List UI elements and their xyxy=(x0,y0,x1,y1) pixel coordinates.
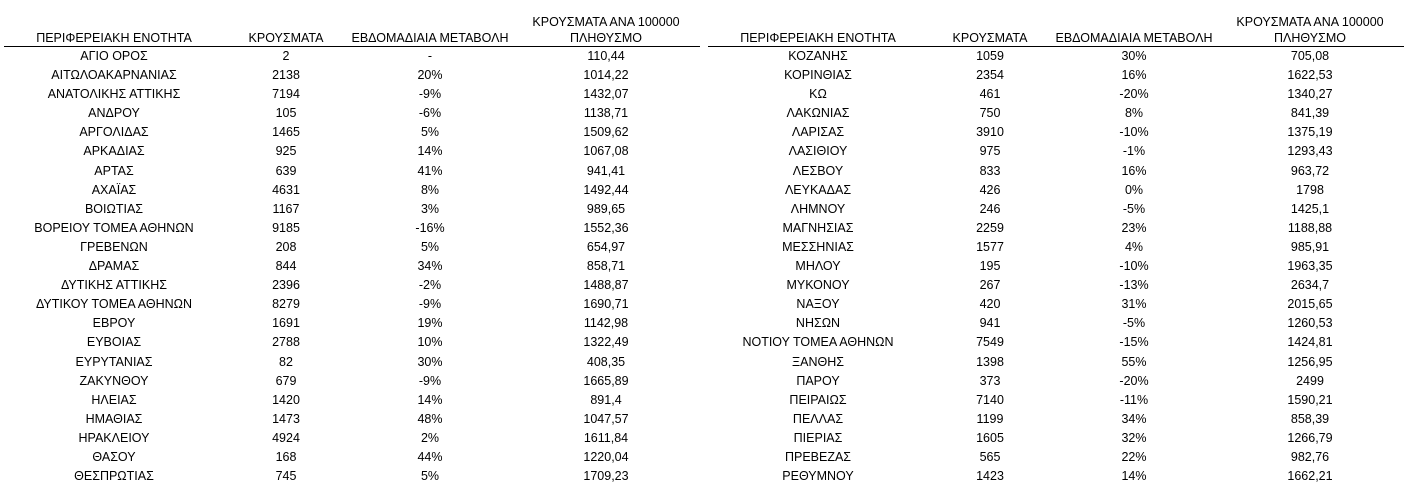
cell-region: ΗΛΕΙΑΣ xyxy=(91,392,137,407)
table-row xyxy=(4,123,700,142)
cell-region: ΘΕΣΠΡΩΤΙΑΣ xyxy=(74,469,154,484)
cell-weekly-change: -9% xyxy=(418,373,442,388)
cell-weekly-change: 3% xyxy=(420,201,440,216)
cell-cases: 82 xyxy=(279,354,293,369)
cell-region: ΚΟΡΙΝΘΙΑΣ xyxy=(784,68,852,83)
cell-weekly-change: 0% xyxy=(1124,182,1144,197)
cell-cases-per-100000: 1798 xyxy=(1296,182,1324,197)
cell-region: ΕΥΒΟΙΑΣ xyxy=(86,335,142,350)
cell-cases-per-100000: 1067,08 xyxy=(583,144,629,159)
cell-weekly-change: 10% xyxy=(417,335,443,350)
cell-cases-per-100000: 1340,27 xyxy=(1287,87,1333,102)
table-row xyxy=(4,162,700,181)
cell-cases: 2259 xyxy=(976,220,1004,235)
cell-cases-per-100000: 2015,65 xyxy=(1287,297,1333,312)
cell-cases: 1473 xyxy=(272,411,300,426)
cell-cases-per-100000: 1590,21 xyxy=(1287,392,1333,407)
cell-region: ΛΑΣΙΘΙΟΥ xyxy=(788,144,848,159)
table-row xyxy=(4,410,700,429)
cell-cases-per-100000: 1611,84 xyxy=(583,430,629,445)
cell-cases-per-100000: 1492,44 xyxy=(583,182,629,197)
cell-cases-per-100000: 1552,36 xyxy=(583,220,629,235)
cell-cases-per-100000: 1138,71 xyxy=(583,106,629,121)
cell-region: ΑΙΤΩΛΟΑΚΑΡΝΑΝΙΑΣ xyxy=(51,68,177,83)
cell-cases: 267 xyxy=(979,278,1001,293)
cell-cases-per-100000: 1266,79 xyxy=(1287,430,1333,445)
cell-cases: 1577 xyxy=(976,239,1004,254)
cell-weekly-change: 55% xyxy=(1121,354,1147,369)
cell-cases-per-100000: 858,71 xyxy=(586,259,626,274)
cell-cases-per-100000: 1424,81 xyxy=(1287,335,1333,350)
cell-cases-per-100000: 1709,23 xyxy=(583,469,629,484)
table-row xyxy=(708,257,1404,276)
cell-cases-per-100000: 1662,21 xyxy=(1287,469,1333,484)
cell-cases: 3910 xyxy=(976,125,1004,140)
cell-cases-per-100000: 1432,07 xyxy=(583,87,629,102)
cell-cases-per-100000: 1963,35 xyxy=(1287,259,1333,274)
table-row xyxy=(708,181,1404,200)
header-cases: ΚΡΟΥΣΜΑΤΑ xyxy=(928,8,1052,47)
cell-region: ΔΥΤΙΚΗΣ ΑΤΤΙΚΗΣ xyxy=(61,278,167,293)
cell-weekly-change: -5% xyxy=(1122,201,1146,216)
cell-cases: 246 xyxy=(979,201,1001,216)
header-region: ΠΕΡΙΦΕΡΕΙΑΚΗ ΕΝΟΤΗΤΑ xyxy=(708,8,928,47)
cell-weekly-change: 16% xyxy=(1121,68,1147,83)
cell-cases-per-100000: 1142,98 xyxy=(583,316,629,331)
cell-weekly-change: 48% xyxy=(417,411,443,426)
cell-cases-per-100000: 963,72 xyxy=(1290,163,1330,178)
header-region: ΠΕΡΙΦΕΡΕΙΑΚΗ ΕΝΟΤΗΤΑ xyxy=(4,8,224,47)
cell-region: ΠΑΡΟΥ xyxy=(796,373,840,388)
cell-weekly-change: 30% xyxy=(1121,49,1147,63)
cell-cases: 7140 xyxy=(976,392,1004,407)
cell-cases-per-100000: 1256,95 xyxy=(1287,354,1333,369)
cell-cases-per-100000: 1690,71 xyxy=(583,297,629,312)
cell-cases: 105 xyxy=(275,106,297,121)
cell-cases-per-100000: 1260,53 xyxy=(1287,316,1333,331)
table-body xyxy=(4,47,700,487)
cell-cases: 639 xyxy=(275,163,297,178)
cell-region: ΑΝΔΡΟΥ xyxy=(88,106,140,121)
cell-cases: 833 xyxy=(979,163,1001,178)
cell-region: ΑΧΑΪΑΣ xyxy=(91,182,137,197)
table-row xyxy=(708,200,1404,219)
cell-cases: 420 xyxy=(979,297,1001,312)
cell-weekly-change: 8% xyxy=(1124,106,1144,121)
cell-cases-per-100000: 1622,53 xyxy=(1287,68,1333,83)
cell-cases-per-100000: 2499 xyxy=(1296,373,1324,388)
cell-cases-per-100000: 1375,19 xyxy=(1287,125,1333,140)
cell-weekly-change: -11% xyxy=(1119,392,1149,407)
cell-cases: 7194 xyxy=(272,87,300,102)
cell-cases: 1691 xyxy=(272,316,300,331)
cell-weekly-change: 5% xyxy=(420,239,440,254)
header-cases-per-100000: ΚΡΟΥΣΜΑΤΑ ΑΝΑ 100000 ΠΛΗΘΥΣΜΟ xyxy=(512,8,700,47)
cell-region: ΝΑΞΟΥ xyxy=(796,297,840,312)
cell-cases: 844 xyxy=(275,259,297,274)
cell-weekly-change: 14% xyxy=(417,392,443,407)
right-cases-table xyxy=(708,8,1404,486)
table-row xyxy=(708,123,1404,142)
cell-weekly-change: -10% xyxy=(1119,259,1149,274)
table-row xyxy=(4,429,700,448)
cell-weekly-change: 5% xyxy=(420,125,440,140)
cell-cases-per-100000: 1665,89 xyxy=(583,373,629,388)
cell-region: ΠΡΕΒΕΖΑΣ xyxy=(784,449,852,464)
cell-weekly-change: 5% xyxy=(420,469,440,484)
cell-weekly-change: 23% xyxy=(1121,220,1147,235)
table-row xyxy=(4,295,700,314)
cell-region: ΞΑΝΘΗΣ xyxy=(792,354,844,369)
table-row xyxy=(4,276,700,295)
cell-cases: 7549 xyxy=(976,335,1004,350)
cell-cases-per-100000: 110,44 xyxy=(587,49,625,63)
cell-weekly-change: 2% xyxy=(420,430,440,445)
cell-region: ΠΕΙΡΑΙΩΣ xyxy=(789,392,847,407)
cell-region: ΒΟΙΩΤΙΑΣ xyxy=(84,201,144,216)
cell-cases-per-100000: 408,35 xyxy=(586,354,626,369)
cell-cases: 9185 xyxy=(272,220,300,235)
cell-weekly-change: -13% xyxy=(1119,278,1149,293)
cell-region: ΗΜΑΘΙΑΣ xyxy=(85,411,143,426)
cell-weekly-change: 16% xyxy=(1121,163,1147,178)
cell-weekly-change: 44% xyxy=(417,449,443,464)
cell-cases: 2788 xyxy=(272,335,300,350)
table-row xyxy=(4,314,700,333)
table-row xyxy=(708,410,1404,429)
cell-region: ΕΥΡΥΤΑΝΙΑΣ xyxy=(75,354,153,369)
cell-cases: 1199 xyxy=(976,411,1004,426)
cell-cases: 1398 xyxy=(976,354,1004,369)
cell-cases: 565 xyxy=(979,449,1001,464)
table-row xyxy=(708,314,1404,333)
cell-weekly-change: 19% xyxy=(417,316,443,331)
header-cases-per-100000: ΚΡΟΥΣΜΑΤΑ ΑΝΑ 100000 ΠΛΗΘΥΣΜΟ xyxy=(1216,8,1404,47)
cell-cases: 679 xyxy=(275,373,297,388)
header-cases: ΚΡΟΥΣΜΑΤΑ xyxy=(224,8,348,47)
cell-cases: 168 xyxy=(275,449,297,464)
cell-weekly-change: -20% xyxy=(1119,87,1149,102)
table-row xyxy=(708,448,1404,467)
cell-weekly-change: -16% xyxy=(415,220,445,235)
cell-cases-per-100000: 1488,87 xyxy=(583,278,629,293)
table-row xyxy=(4,142,700,161)
cell-cases-per-100000: 1014,22 xyxy=(583,68,629,83)
table-row xyxy=(708,85,1404,104)
cell-cases-per-100000: 705,08 xyxy=(1290,49,1330,63)
cell-weekly-change: -10% xyxy=(1119,125,1149,140)
cell-cases: 1465 xyxy=(272,125,300,140)
cell-cases: 975 xyxy=(979,144,1001,159)
table-row xyxy=(708,467,1404,486)
cell-cases: 1420 xyxy=(272,392,300,407)
table-row xyxy=(708,295,1404,314)
cell-region: ΜΑΓΝΗΣΙΑΣ xyxy=(782,220,854,235)
header-weekly-change: ΕΒΔΟΜΑΔΙΑΙΑ ΜΕΤΑΒΟΛΗ xyxy=(1052,8,1216,47)
cell-cases: 1059 xyxy=(976,49,1004,63)
table-row xyxy=(708,219,1404,238)
table-row xyxy=(708,66,1404,85)
cell-weekly-change: 4% xyxy=(1124,239,1144,254)
cell-weekly-change: 14% xyxy=(417,144,443,159)
cell-weekly-change: -2% xyxy=(418,278,442,293)
table-row xyxy=(4,333,700,352)
cell-region: ΑΓΙΟ ΟΡΟΣ xyxy=(80,49,148,63)
cell-cases-per-100000: 1047,57 xyxy=(583,411,629,426)
cell-region: ΒΟΡΕΙΟΥ ΤΟΜΕΑ ΑΘΗΝΩΝ xyxy=(34,220,194,235)
cell-cases-per-100000: 1293,43 xyxy=(1287,144,1333,159)
cell-weekly-change: 34% xyxy=(417,259,443,274)
table-row xyxy=(708,353,1404,372)
cell-cases: 2 xyxy=(282,49,290,63)
cell-region: ΘΑΣΟΥ xyxy=(92,449,136,464)
table-row xyxy=(4,85,700,104)
cell-region: ΝΟΤΙΟΥ ΤΟΜΕΑ ΑΘΗΝΩΝ xyxy=(742,335,894,350)
cell-cases: 2396 xyxy=(272,278,300,293)
cell-cases-per-100000: 1188,88 xyxy=(1287,220,1333,235)
table-row xyxy=(708,238,1404,257)
cell-cases: 1167 xyxy=(272,201,300,216)
cell-weekly-change: -15% xyxy=(1119,335,1149,350)
cell-region: ΜΗΛΟΥ xyxy=(795,259,841,274)
cell-region: ΗΡΑΚΛΕΙΟΥ xyxy=(78,430,150,445)
table-row xyxy=(708,429,1404,448)
table-row xyxy=(4,372,700,391)
cell-weekly-change: 34% xyxy=(1121,411,1147,426)
cell-cases-per-100000: 841,39 xyxy=(1290,106,1330,121)
table-row xyxy=(4,238,700,257)
cell-cases: 750 xyxy=(979,106,1001,121)
cell-cases-per-100000: 891,4 xyxy=(590,392,622,407)
left-cases-table xyxy=(4,8,700,486)
table-row xyxy=(4,448,700,467)
table-row xyxy=(708,162,1404,181)
cell-weekly-change: 32% xyxy=(1121,430,1147,445)
cell-cases: 925 xyxy=(275,144,297,159)
cell-cases: 1605 xyxy=(976,430,1004,445)
cell-cases: 2354 xyxy=(976,68,1004,83)
cell-cases-per-100000: 2634,7 xyxy=(1290,278,1330,293)
table-row xyxy=(708,47,1404,67)
cell-cases-per-100000: 1509,62 xyxy=(583,125,629,140)
table-body xyxy=(708,47,1404,487)
cell-weekly-change: - xyxy=(427,49,433,63)
cell-region: ΝΗΣΩΝ xyxy=(795,316,841,331)
cell-cases: 426 xyxy=(979,182,1001,197)
cell-region: ΚΟΖΑΝΗΣ xyxy=(788,49,848,63)
cell-weekly-change: 41% xyxy=(417,163,443,178)
cell-weekly-change: 22% xyxy=(1121,449,1147,464)
cell-region: ΔΥΤΙΚΟΥ ΤΟΜΕΑ ΑΘΗΝΩΝ xyxy=(35,297,193,312)
cell-cases-per-100000: 982,76 xyxy=(1290,449,1330,464)
cell-region: ΛΕΣΒΟΥ xyxy=(792,163,844,178)
cell-cases: 2138 xyxy=(272,68,300,83)
cell-weekly-change: -5% xyxy=(1122,316,1146,331)
cell-cases-per-100000: 1220,04 xyxy=(583,449,629,464)
table-row xyxy=(4,467,700,486)
cell-region: ΡΕΘΥΜΝΟΥ xyxy=(782,469,854,484)
cell-region: ΖΑΚΥΝΘΟΥ xyxy=(79,373,149,388)
table-row xyxy=(4,181,700,200)
cell-region: ΛΑΡΙΣΑΣ xyxy=(791,125,845,140)
header-row xyxy=(4,8,700,47)
table-row xyxy=(708,104,1404,123)
cell-cases-per-100000: 858,39 xyxy=(1290,411,1330,426)
cell-region: ΠΙΕΡΙΑΣ xyxy=(793,430,843,445)
cell-weekly-change: -1% xyxy=(1122,144,1146,159)
cell-cases: 4924 xyxy=(272,430,300,445)
cell-region: ΛΗΜΝΟΥ xyxy=(790,201,846,216)
cell-cases: 745 xyxy=(275,469,297,484)
header-weekly-change: ΕΒΔΟΜΑΔΙΑΙΑ ΜΕΤΑΒΟΛΗ xyxy=(348,8,512,47)
cell-weekly-change: 8% xyxy=(420,182,440,197)
cell-weekly-change: -6% xyxy=(418,106,442,121)
header-row xyxy=(708,8,1404,47)
cell-cases: 208 xyxy=(275,239,297,254)
cell-cases: 373 xyxy=(979,373,1001,388)
table-row xyxy=(708,142,1404,161)
cell-region: ΑΡΤΑΣ xyxy=(94,163,134,178)
table-row xyxy=(4,47,700,67)
cell-cases-per-100000: 1425,1 xyxy=(1290,201,1330,216)
cell-cases: 461 xyxy=(979,87,1001,102)
cell-cases-per-100000: 941,41 xyxy=(586,163,626,178)
cell-cases: 195 xyxy=(979,259,1001,274)
cell-weekly-change: 20% xyxy=(417,68,443,83)
table-row xyxy=(4,200,700,219)
cell-region: ΑΡΓΟΛΙΔΑΣ xyxy=(79,125,149,140)
table-row xyxy=(4,219,700,238)
cell-region: ΑΡΚΑΔΙΑΣ xyxy=(83,144,145,159)
cell-cases-per-100000: 1322,49 xyxy=(583,335,629,350)
cell-cases: 941 xyxy=(979,316,1001,331)
cell-region: ΔΡΑΜΑΣ xyxy=(88,259,140,274)
table-row xyxy=(4,66,700,85)
cell-region: ΠΕΛΛΑΣ xyxy=(792,411,844,426)
cell-weekly-change: 14% xyxy=(1121,469,1147,484)
table-row xyxy=(708,372,1404,391)
cell-cases-per-100000: 989,65 xyxy=(586,201,626,216)
table-row xyxy=(4,391,700,410)
cell-region: ΕΒΡΟΥ xyxy=(92,316,136,331)
cell-weekly-change: 30% xyxy=(417,354,443,369)
cell-cases: 4631 xyxy=(272,182,300,197)
cell-weekly-change: -20% xyxy=(1119,373,1149,388)
cell-weekly-change: -9% xyxy=(418,87,442,102)
table-row xyxy=(4,104,700,123)
cell-region: ΑΝΑΤΟΛΙΚΗΣ ΑΤΤΙΚΗΣ xyxy=(47,87,181,102)
cell-region: ΓΡΕΒΕΝΩΝ xyxy=(80,239,148,254)
cell-weekly-change: 31% xyxy=(1121,297,1147,312)
table-row xyxy=(708,333,1404,352)
table-row xyxy=(708,276,1404,295)
cell-weekly-change: -9% xyxy=(418,297,442,312)
table-row xyxy=(4,257,700,276)
cell-cases-per-100000: 654,97 xyxy=(586,239,626,254)
table-row xyxy=(4,353,700,372)
cell-region: ΚΩ xyxy=(809,87,827,102)
cell-region: ΛΑΚΩΝΙΑΣ xyxy=(786,106,850,121)
cell-region: ΜΥΚΟΝΟΥ xyxy=(786,278,850,293)
cell-region: ΜΕΣΣΗΝΙΑΣ xyxy=(782,239,854,254)
table-row xyxy=(708,391,1404,410)
cell-cases-per-100000: 985,91 xyxy=(1290,239,1330,254)
cell-region: ΛΕΥΚΑΔΑΣ xyxy=(784,182,852,197)
cell-cases: 8279 xyxy=(272,297,300,312)
cell-cases: 1423 xyxy=(976,469,1004,484)
